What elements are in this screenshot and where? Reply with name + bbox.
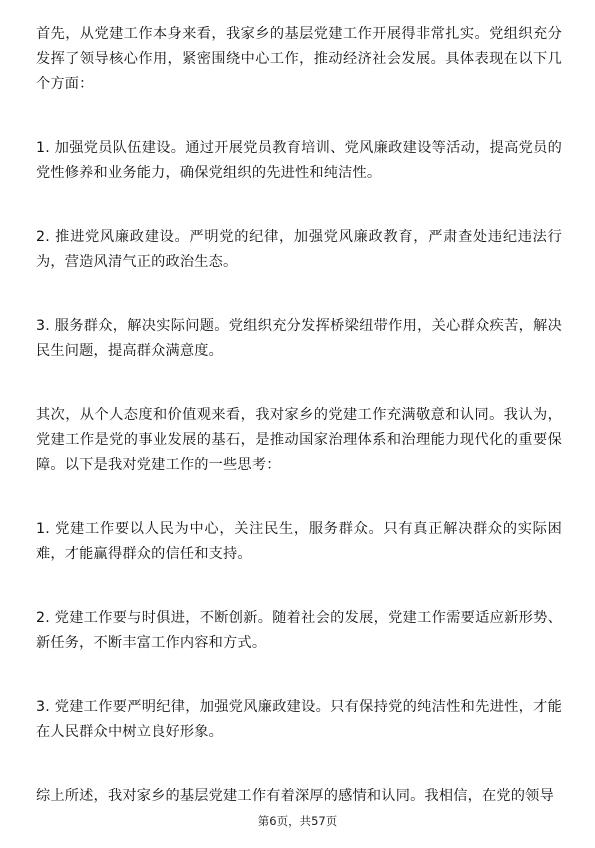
paragraph-second: 其次，从个人态度和价值观来看，我对家乡的党建工作充满敬意和认同。我认为，党建工作是党的事业发展的基石，是推动国家治理体系和治理能力现代化的重要保障。以下是我对党建工作的一些思考： bbox=[36, 407, 562, 473]
document-body bbox=[36, 22, 562, 848]
paragraph-point-3: 3. 服务群众，解决实际问题。党组织充分发挥桥梁纽带作用，关心群众疾苦，解决民生问题，提高群众满意度。 bbox=[36, 318, 562, 359]
paragraph-point-2: 2. 推进党风廉政建设。严明党的纪律，加强党风廉政教育，严肃查处违纪违法行为，营造风清气正的政治生态。 bbox=[36, 229, 562, 270]
paragraph-point-1: 1. 加强党员队伍建设。通过开展党员教育培训、党风廉政建设等活动，提高党员的党性修养和业务能力，确保党组织的先进性和纯洁性。 bbox=[36, 140, 562, 181]
paragraph-intro: 首先，从党建工作本身来看，我家乡的基层党建工作开展得非常扎实。党组织充分发挥了领导核心作用，紧密围绕中心工作，推动经济社会发展。具体表现在以下几个方面： bbox=[36, 26, 562, 92]
paragraph-thought-2: 2. 党建工作要与时俱进，不断创新。随着社会的发展，党建工作需要适应新形势、新任务，不断丰富工作内容和方式。 bbox=[36, 610, 562, 651]
paragraph-conclusion: 综上所述，我对家乡的基层党建工作有着深厚的感情和认同。我相信，在党的领导 bbox=[36, 788, 554, 804]
page-number: 第6页，共57页 bbox=[257, 814, 338, 828]
paragraph-thought-1: 1. 党建工作要以人民为中心，关注民生，服务群众。只有真正解决群众的实际困难，才能赢得群众的信任和支持。 bbox=[36, 521, 562, 562]
paragraph-thought-3: 3. 党建工作要严明纪律，加强党风廉政建设。只有保持党的纯洁性和先进性，才能在人民群众中树立良好形象。 bbox=[36, 699, 562, 740]
